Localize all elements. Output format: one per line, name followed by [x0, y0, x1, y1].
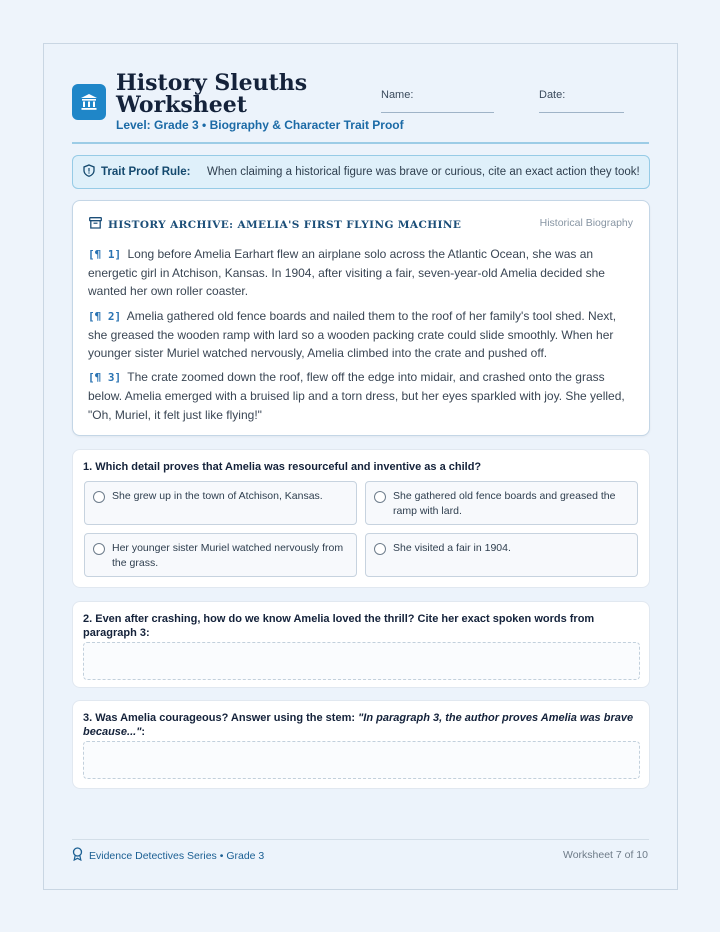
answer-box[interactable] — [83, 741, 640, 779]
paragraph-text: The crate zoomed down the roof, flew off the edge into midair, and crashed onto the grass below. Amelia emerged with a bruised lip and a torn dress, but her eyes sparkled with joy. She yelled, "Oh, Muriel, it felt just like flying!" — [88, 370, 625, 422]
date-label: Date: — [539, 89, 566, 101]
radio-button[interactable] — [374, 543, 386, 555]
header-divider — [72, 142, 649, 144]
question-2-card — [72, 601, 650, 688]
worksheet-page — [43, 43, 678, 890]
name-field[interactable] — [381, 112, 494, 113]
archive-genre-tag: Historical Biography — [539, 217, 633, 229]
footer-divider — [72, 839, 649, 840]
museum-icon — [72, 84, 106, 120]
series-label: Evidence Detectives Series • Grade 3 — [89, 849, 265, 862]
archive-title: HISTORY ARCHIVE: AMELIA'S FIRST FLYING MACHINE — [108, 219, 462, 231]
option-label: She gathered old fence boards and greased the ramp with lard. — [393, 490, 616, 517]
radio-button[interactable] — [374, 491, 386, 503]
paragraph-number: [¶ 3] — [88, 371, 122, 385]
paragraph-number: [¶ 2] — [88, 309, 122, 323]
trait-proof-rule-banner — [72, 155, 650, 189]
option-label: She visited a fair in 1904. — [393, 542, 511, 554]
page-number: Worksheet 7 of 10 — [562, 849, 648, 861]
option-label: She grew up in the town of Atchison, Kansas. — [112, 490, 323, 502]
question-3-prompt: 3. Was Amelia courageous? Answer using the stem: — [83, 712, 356, 724]
answer-option-a[interactable] — [84, 481, 357, 525]
shield-icon — [83, 164, 95, 180]
question-1-text: 1. Which detail proves that Amelia was resourceful and inventive as a child? — [83, 461, 482, 473]
answer-box[interactable] — [83, 642, 640, 680]
answer-stem: "In paragraph 3, the author proves Amelia was brave because..." — [83, 712, 634, 738]
paragraph-text: Amelia gathered old fence boards and nailed them to the roof of her family's tool shed. Next, she greased the wooden ramp with lard so a wooden packing crate could slide smoothly. When her younger sister Muriel watched nervously, Amelia climbed into the crate and pushed off. — [88, 308, 617, 361]
passage-paragraph — [88, 245, 636, 301]
answer-option-d[interactable] — [365, 533, 638, 577]
question-1-card — [72, 449, 650, 588]
radio-button[interactable] — [93, 543, 105, 555]
question-3-text — [83, 711, 643, 739]
paragraph-number: [¶ 1] — [88, 248, 122, 261]
rule-text: When claiming a historical figure was brave or curious, cite an exact action they took! — [207, 166, 640, 178]
radio-button[interactable] — [93, 491, 105, 503]
answer-option-b[interactable] — [365, 481, 638, 525]
option-label: Her younger sister Muriel watched nervously from the grass. — [112, 542, 344, 569]
level-subtitle: Level: Grade 3 • Biography & Character Trait Proof — [116, 118, 404, 132]
paragraph-text: Long before Amelia Earhart flew an airplane solo across the Atlantic Ocean, she was an energetic girl in Atchison, Kansas. In 1904, after visiting a fair, seven-year-old Amelia decided she wanted her own roller coaster. — [88, 247, 605, 299]
archive-passage-card — [72, 200, 650, 436]
name-label: Name: — [381, 89, 414, 101]
page-title: History Sleuths Worksheet — [116, 70, 308, 118]
passage-paragraph — [88, 307, 636, 363]
question-3-suffix: : — [141, 726, 146, 738]
passage-paragraph — [88, 368, 636, 424]
footer-series — [72, 847, 264, 864]
question-2-text: 2. Even after crashing, how do we know Amelia loved the thrill? Cite her exact spoken words from paragraph 3: — [83, 613, 595, 639]
rule-label: Trait Proof Rule: — [101, 166, 191, 178]
ribbon-icon — [72, 847, 83, 864]
date-field[interactable] — [539, 112, 624, 113]
archive-box-icon — [89, 216, 102, 234]
answer-option-c[interactable] — [84, 533, 357, 577]
question-3-card — [72, 700, 650, 789]
